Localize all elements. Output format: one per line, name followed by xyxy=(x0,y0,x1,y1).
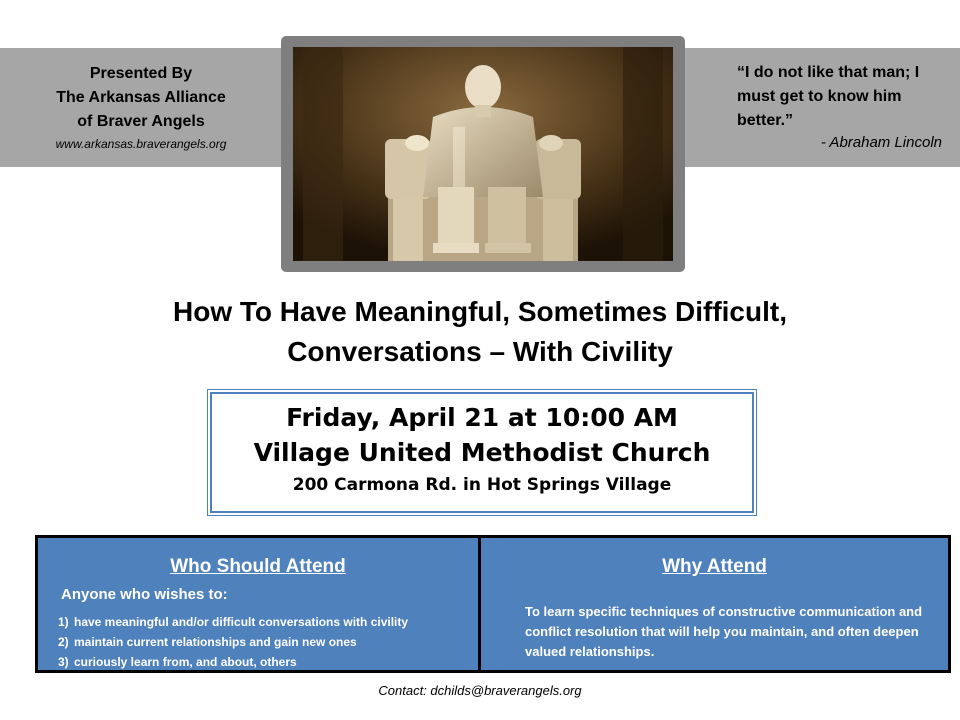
why-attend-panel xyxy=(478,535,951,673)
who-list xyxy=(58,612,408,672)
lincoln-quote: “I do not like that man; I must get to know him better.” xyxy=(737,64,920,129)
why-heading: Why Attend xyxy=(662,556,767,577)
title-line-2: Conversations – With Civility xyxy=(287,336,673,367)
list-item: 2) maintain current relationships and gain new ones xyxy=(58,635,357,649)
lincoln-statue-image xyxy=(293,47,673,261)
lincoln-memorial-photo xyxy=(293,47,673,261)
title-line-1: How To Have Meaningful, Sometimes Difficult, xyxy=(173,296,787,327)
event-date: Friday, April 21 at 10:00 AM xyxy=(286,403,678,432)
list-item: 1) have meaningful and/or difficult conversations with civility xyxy=(58,615,409,629)
who-heading: Who Should Attend xyxy=(170,556,346,577)
event-venue: Village United Methodist Church xyxy=(253,438,711,467)
who-should-attend-panel xyxy=(35,535,481,673)
presenter-line-2: The Arkansas Alliance xyxy=(56,89,226,106)
presenter-line-1: Presented By xyxy=(89,65,193,82)
event-address: 200 Carmona Rd. in Hot Springs Village xyxy=(292,475,672,495)
who-subheading: Anyone who wishes to: xyxy=(61,586,228,603)
quote-author: - Abraham Lincoln xyxy=(820,134,942,151)
contact-line: Contact: dchilds@braverangels.org xyxy=(378,683,582,698)
photo-frame xyxy=(281,36,685,272)
list-item: 3) curiously learn from, and about, others xyxy=(58,655,297,669)
event-details-box xyxy=(207,389,757,516)
why-text: To learn specific techniques of constructive communication and conflict resolution that will help you maintain, and often deepen valued relationships. xyxy=(525,604,923,659)
event-title xyxy=(60,292,900,372)
presenter-url: www.arkansas.braverangels.org xyxy=(55,137,227,151)
presenter-block xyxy=(10,62,272,153)
presenter-line-3: of Braver Angels xyxy=(77,113,205,130)
